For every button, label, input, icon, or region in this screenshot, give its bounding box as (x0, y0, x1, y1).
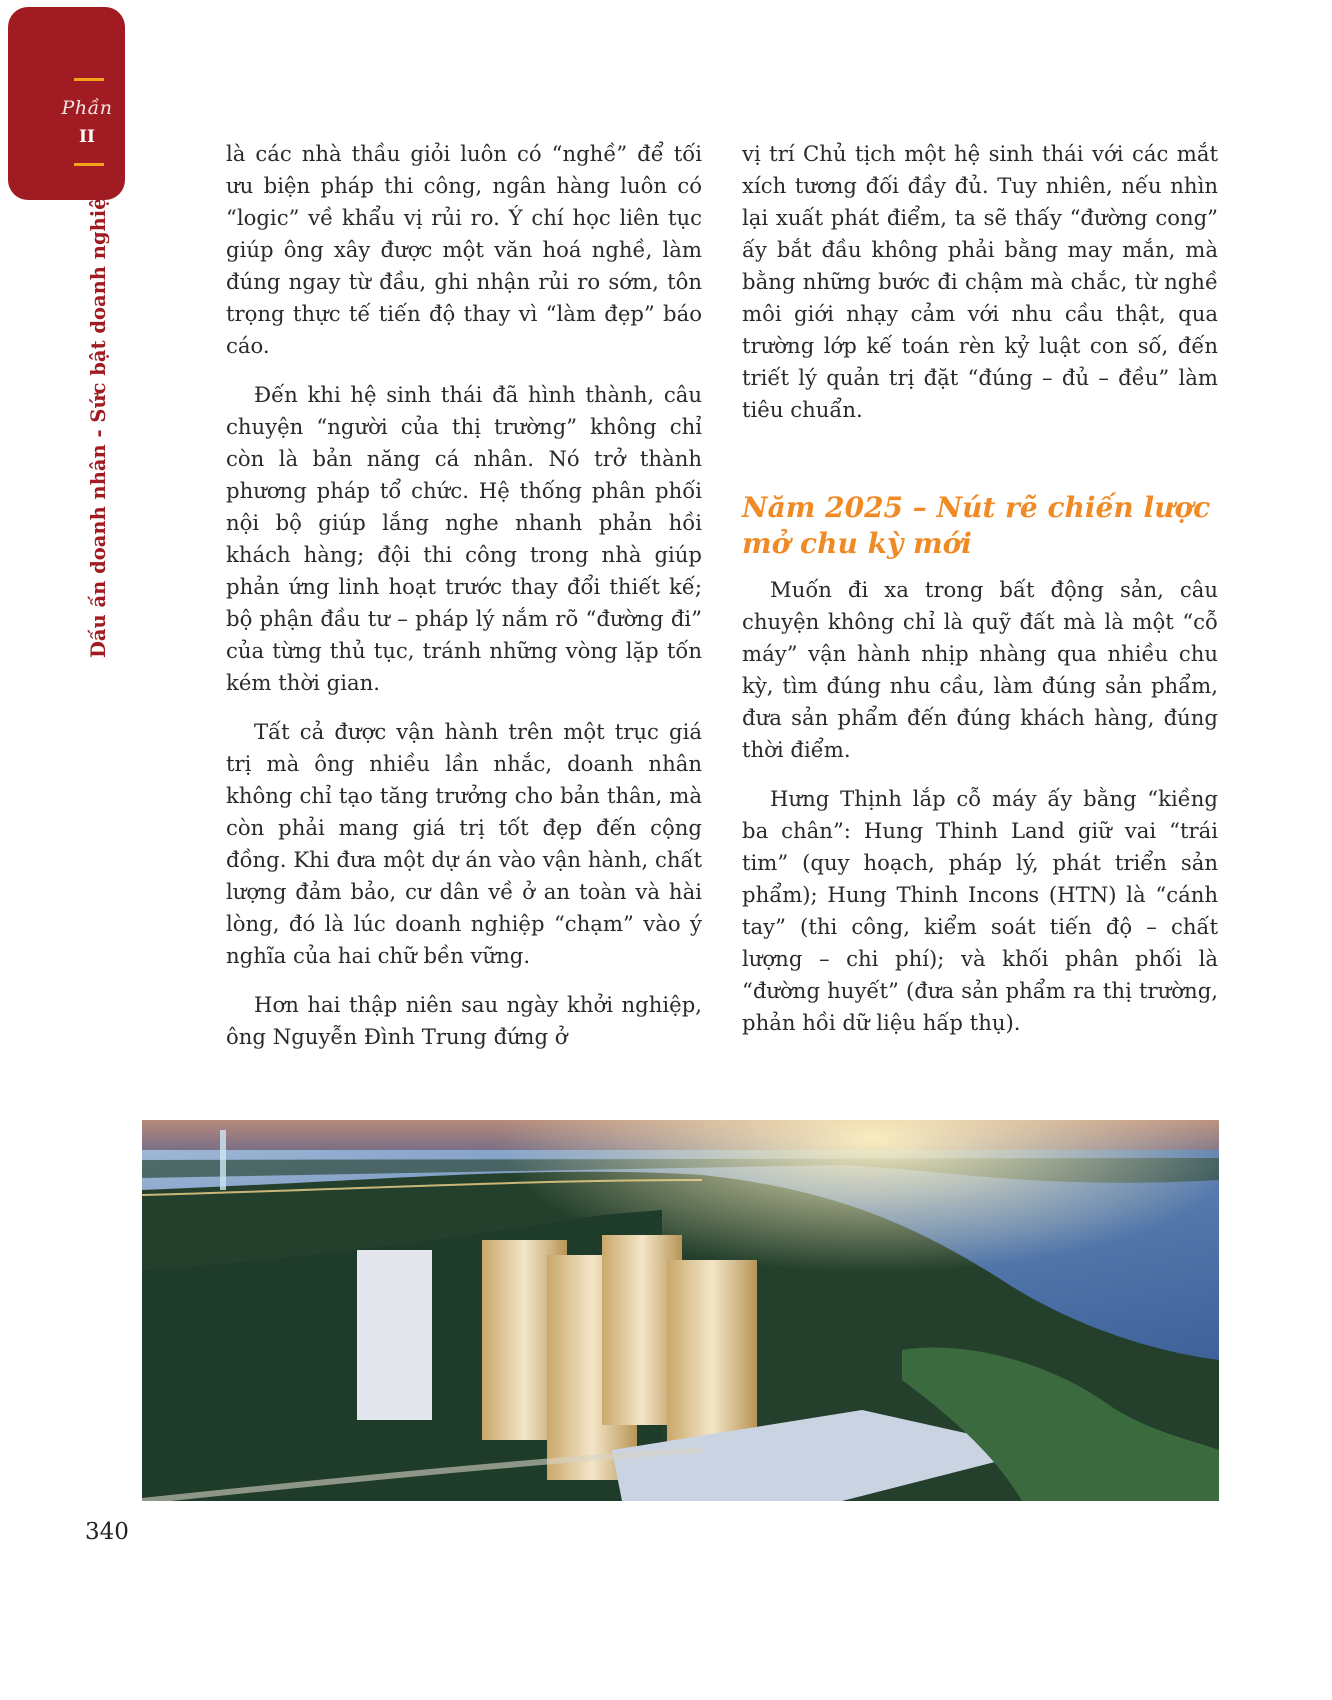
bridge-pylon (220, 1130, 226, 1190)
paragraph: Đến khi hệ sinh thái đã hình thành, câu chuyện “người của thị trường” không chỉ còn là bản năng cá nhân. Nó trở thành phương pháp tổ chức. Hệ thống phân phối nội bộ giúp lắng nghe nhanh phản hồi khách hàng; đội thi công trong nhà giúp phản ứng linh hoạt trước thay đổi thiết kế; bộ phận đầu tư – pháp lý nắm rõ “đường đi” của từng thủ tục, tránh những vòng lặp tốn kém thời gian. (226, 382, 702, 695)
tower-left (357, 1250, 432, 1420)
tab-rule-top (74, 78, 104, 81)
paragraph: Hơn hai thập niên sau ngày khởi nghiệp, ông Nguyễn Đình Trung đứng ở (226, 992, 702, 1049)
paragraph: Hưng Thịnh lắp cỗ máy ấy bằng “kiềng ba chân”: Hung Thinh Land giữ vai “trái tim” (quy hoạch, pháp lý, phát triển sản phẩm); Hung Thinh Incons (HTN) là “cánh tay” (thi công, kiểm soát tiến độ – chất lượng – chi phí); và khối phân phối là “đường huyết” (đưa sản phẩm ra thị trường, phản hồi dữ liệu hấp thụ). (742, 786, 1218, 1035)
tab-rule-bottom (74, 163, 104, 166)
paragraph: vị trí Chủ tịch một hệ sinh thái với các mắt xích tương đối đầy đủ. Tuy nhiên, nếu nhìn lại xuất phát điểm, ta sẽ thấy “đường cong” ấy bắt đầu không phải bằng may mắn, mà bằng những bước đi chậm mà chắc, từ nghề môi giới nhạy cảm với nhu cầu thật, qua trường lớp kế toán rèn kỷ luật con số, đến triết lý quản trị đặt “đúng – đủ – đều” làm tiêu chuẩn. (742, 141, 1218, 422)
left-column (226, 138, 702, 1070)
part-tab (8, 7, 125, 200)
section-heading: Năm 2025 – Nút rẽ chiến lược mở chu kỳ mới (742, 491, 1211, 560)
photo-illustration (142, 1120, 1219, 1501)
paragraph: Tất cả được vận hành trên một trục giá trị mà ông nhiều lần nhắc, doanh nhân không chỉ tạo tăng trưởng cho bản thân, mà còn phải mang giá trị tốt đẹp đến cộng đồng. Khi đưa một dự án vào vận hành, chất lượng đảm bảo, cư dân về ở an toàn và hài lòng, đó là lúc doanh nghiệp “chạm” vào ý nghĩa của hai chữ bền vững. (226, 719, 702, 968)
right-column (742, 138, 1218, 1056)
running-header: Dấu ấn doanh nhân - Sức bật doanh nghiệp (87, 183, 110, 658)
paragraph: là các nhà thầu giỏi luôn có “nghề” để tối ưu biện pháp thi công, ngân hàng luôn có “logic” về khẩu vị rủi ro. Ý chí học liên tục giúp ông xây được một văn hoá nghề, làm đúng ngay từ đầu, ghi nhận rủi ro sớm, tôn trọng thực tế tiến độ thay vì “làm đẹp” báo cáo. (226, 141, 702, 358)
part-label: Phần (61, 97, 113, 119)
page-number: 340 (85, 1519, 129, 1545)
paragraph: Muốn đi xa trong bất động sản, câu chuyện không chỉ là quỹ đất mà là một “cỗ máy” vận hành nhịp nhàng qua nhiều chu kỳ, tìm đúng nhu cầu, làm đúng sản phẩm, đưa sản phẩm đến đúng khách hàng, đúng thời điểm. (742, 577, 1218, 762)
part-number: II (79, 127, 95, 147)
project-photo (142, 1120, 1219, 1501)
